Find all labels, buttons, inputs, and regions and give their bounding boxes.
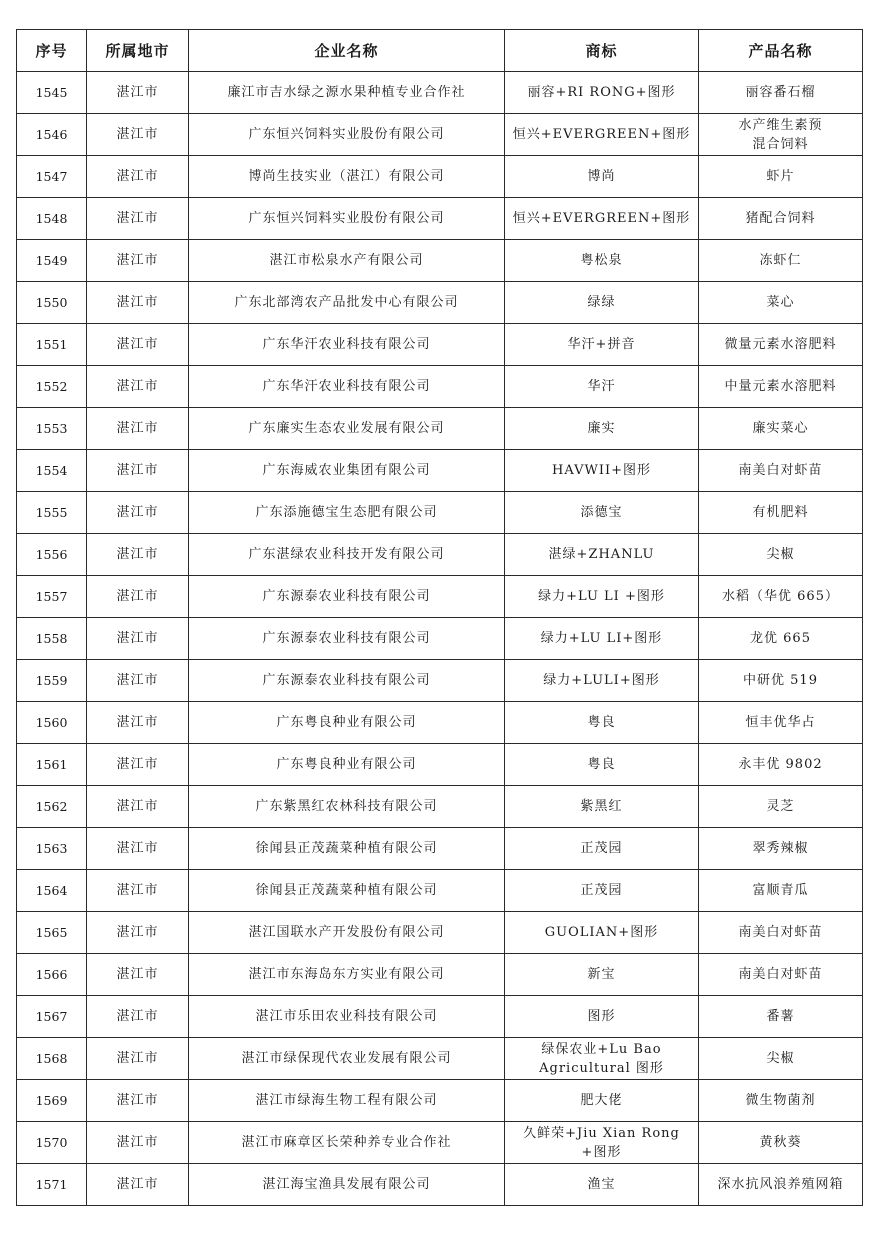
serial-number-cell: 1547: [17, 156, 87, 198]
enterprise-name-cell: 广东恒兴饲料实业股份有限公司: [189, 114, 505, 156]
serial-number-cell: 1560: [17, 702, 87, 744]
city-cell: 湛江市: [87, 912, 189, 954]
serial-number-cell: 1557: [17, 576, 87, 618]
enterprise-name-cell: 广东湛绿农业科技开发有限公司: [189, 534, 505, 576]
enterprise-name-cell: 湛江市松泉水产有限公司: [189, 240, 505, 282]
city-cell: 湛江市: [87, 702, 189, 744]
trademark-cell: 久鲜荣+Jiu Xian Rong +图形: [505, 1122, 699, 1164]
serial-number-cell: 1554: [17, 450, 87, 492]
product-name-cell: 菜心: [699, 282, 863, 324]
header-city: 所属地市: [87, 30, 189, 72]
trademark-cell: 恒兴+EVERGREEN+图形: [505, 114, 699, 156]
trademark-cell: 华汗: [505, 366, 699, 408]
serial-number-cell: 1567: [17, 996, 87, 1038]
enterprise-name-cell: 徐闻县正茂蔬菜种植有限公司: [189, 870, 505, 912]
table-row: [17, 1164, 863, 1206]
product-name-cell: 南美白对虾苗: [699, 450, 863, 492]
enterprise-trademark-table: [16, 29, 863, 1206]
trademark-cell: 紫黑红: [505, 786, 699, 828]
serial-number-cell: 1545: [17, 72, 87, 114]
city-cell: 湛江市: [87, 1038, 189, 1080]
enterprise-name-cell: 广东恒兴饲料实业股份有限公司: [189, 198, 505, 240]
trademark-cell: 正茂园: [505, 870, 699, 912]
enterprise-name-cell: 广东华汗农业科技有限公司: [189, 324, 505, 366]
enterprise-name-cell: 湛江市东海岛东方实业有限公司: [189, 954, 505, 996]
product-name-cell: 有机肥料: [699, 492, 863, 534]
city-cell: 湛江市: [87, 534, 189, 576]
table-row: [17, 450, 863, 492]
table-row: [17, 72, 863, 114]
serial-number-cell: 1563: [17, 828, 87, 870]
city-cell: 湛江市: [87, 282, 189, 324]
table-row: [17, 702, 863, 744]
product-name-cell: 南美白对虾苗: [699, 912, 863, 954]
product-name-cell: 富顺青瓜: [699, 870, 863, 912]
serial-number-cell: 1553: [17, 408, 87, 450]
city-cell: 湛江市: [87, 366, 189, 408]
trademark-cell: 正茂园: [505, 828, 699, 870]
city-cell: 湛江市: [87, 996, 189, 1038]
trademark-cell: 湛绿+ZHANLU: [505, 534, 699, 576]
enterprise-name-cell: 广东粤良种业有限公司: [189, 744, 505, 786]
enterprise-name-cell: 广东华汗农业科技有限公司: [189, 366, 505, 408]
serial-number-cell: 1565: [17, 912, 87, 954]
trademark-cell: 廉实: [505, 408, 699, 450]
city-cell: 湛江市: [87, 156, 189, 198]
enterprise-name-cell: 湛江国联水产开发股份有限公司: [189, 912, 505, 954]
product-name-cell: 丽容番石榴: [699, 72, 863, 114]
header-trademark: 商标: [505, 30, 699, 72]
trademark-cell: 渔宝: [505, 1164, 699, 1206]
city-cell: 湛江市: [87, 114, 189, 156]
city-cell: 湛江市: [87, 450, 189, 492]
table-row: [17, 534, 863, 576]
city-cell: 湛江市: [87, 576, 189, 618]
table-row: [17, 870, 863, 912]
table-row: [17, 576, 863, 618]
trademark-cell: 肥大佬: [505, 1080, 699, 1122]
trademark-cell: 粤松泉: [505, 240, 699, 282]
enterprise-name-cell: 广东源泰农业科技有限公司: [189, 660, 505, 702]
serial-number-cell: 1571: [17, 1164, 87, 1206]
table-row: [17, 282, 863, 324]
serial-number-cell: 1552: [17, 366, 87, 408]
serial-number-cell: 1548: [17, 198, 87, 240]
city-cell: 湛江市: [87, 72, 189, 114]
table-row: [17, 366, 863, 408]
table-row: [17, 786, 863, 828]
city-cell: 湛江市: [87, 786, 189, 828]
trademark-cell: 华汗+拼音: [505, 324, 699, 366]
table-row: [17, 912, 863, 954]
table-row: [17, 324, 863, 366]
table-row: [17, 240, 863, 282]
trademark-cell: HAVWII+图形: [505, 450, 699, 492]
enterprise-name-cell: 博尚生技实业（湛江）有限公司: [189, 156, 505, 198]
product-name-cell: 翠秀辣椒: [699, 828, 863, 870]
serial-number-cell: 1555: [17, 492, 87, 534]
enterprise-name-cell: 广东紫黑红农林科技有限公司: [189, 786, 505, 828]
serial-number-cell: 1546: [17, 114, 87, 156]
trademark-cell: 添德宝: [505, 492, 699, 534]
trademark-cell: GUOLIAN+图形: [505, 912, 699, 954]
table-row: [17, 198, 863, 240]
product-name-cell: 深水抗风浪养殖网箱: [699, 1164, 863, 1206]
serial-number-cell: 1549: [17, 240, 87, 282]
city-cell: 湛江市: [87, 870, 189, 912]
table-row: [17, 996, 863, 1038]
city-cell: 湛江市: [87, 660, 189, 702]
table-row: [17, 744, 863, 786]
product-name-cell: 水稻（华优 665）: [699, 576, 863, 618]
product-name-cell: 虾片: [699, 156, 863, 198]
trademark-cell: 粤良: [505, 702, 699, 744]
city-cell: 湛江市: [87, 198, 189, 240]
product-name-cell: 水产维生素预 混合饲料: [699, 114, 863, 156]
enterprise-name-cell: 广东廉实生态农业发展有限公司: [189, 408, 505, 450]
product-name-cell: 番薯: [699, 996, 863, 1038]
enterprise-name-cell: 徐闻县正茂蔬菜种植有限公司: [189, 828, 505, 870]
product-name-cell: 冻虾仁: [699, 240, 863, 282]
city-cell: 湛江市: [87, 954, 189, 996]
header-enterprise-name: 企业名称: [189, 30, 505, 72]
trademark-cell: 恒兴+EVERGREEN+图形: [505, 198, 699, 240]
product-name-cell: 微量元素水溶肥料: [699, 324, 863, 366]
serial-number-cell: 1566: [17, 954, 87, 996]
serial-number-cell: 1556: [17, 534, 87, 576]
header-product-name: 产品名称: [699, 30, 863, 72]
serial-number-cell: 1562: [17, 786, 87, 828]
table-row: [17, 408, 863, 450]
enterprise-name-cell: 湛江市绿海生物工程有限公司: [189, 1080, 505, 1122]
product-name-cell: 中研优 519: [699, 660, 863, 702]
trademark-cell: 新宝: [505, 954, 699, 996]
serial-number-cell: 1559: [17, 660, 87, 702]
table-row: [17, 492, 863, 534]
product-name-cell: 黄秋葵: [699, 1122, 863, 1164]
city-cell: 湛江市: [87, 618, 189, 660]
trademark-cell: 图形: [505, 996, 699, 1038]
serial-number-cell: 1568: [17, 1038, 87, 1080]
trademark-cell: 粤良: [505, 744, 699, 786]
table-row: [17, 1080, 863, 1122]
enterprise-name-cell: 廉江市吉水绿之源水果种植专业合作社: [189, 72, 505, 114]
serial-number-cell: 1551: [17, 324, 87, 366]
product-name-cell: 恒丰优华占: [699, 702, 863, 744]
city-cell: 湛江市: [87, 324, 189, 366]
enterprise-name-cell: 广东源泰农业科技有限公司: [189, 618, 505, 660]
trademark-cell: 绿保农业+Lu Bao Agricultural 图形: [505, 1038, 699, 1080]
table-row: [17, 954, 863, 996]
enterprise-name-cell: 广东源泰农业科技有限公司: [189, 576, 505, 618]
trademark-cell: 博尚: [505, 156, 699, 198]
document-page: [16, 29, 862, 1206]
table-row: [17, 618, 863, 660]
table-row: [17, 114, 863, 156]
enterprise-name-cell: 广东北部湾农产品批发中心有限公司: [189, 282, 505, 324]
enterprise-name-cell: 广东添施德宝生态肥有限公司: [189, 492, 505, 534]
trademark-cell: 绿力+LU LI +图形: [505, 576, 699, 618]
header-serial-number: 序号: [17, 30, 87, 72]
product-name-cell: 微生物菌剂: [699, 1080, 863, 1122]
trademark-cell: 丽容+RI RONG+图形: [505, 72, 699, 114]
serial-number-cell: 1569: [17, 1080, 87, 1122]
table-row: [17, 156, 863, 198]
table-header-row: [17, 30, 863, 72]
city-cell: 湛江市: [87, 492, 189, 534]
table-row: [17, 1122, 863, 1164]
table-row: [17, 828, 863, 870]
enterprise-name-cell: 广东海威农业集团有限公司: [189, 450, 505, 492]
enterprise-name-cell: 湛江市乐田农业科技有限公司: [189, 996, 505, 1038]
table-body: [17, 72, 863, 1206]
trademark-cell: 绿绿: [505, 282, 699, 324]
serial-number-cell: 1570: [17, 1122, 87, 1164]
serial-number-cell: 1564: [17, 870, 87, 912]
serial-number-cell: 1561: [17, 744, 87, 786]
product-name-cell: 廉实菜心: [699, 408, 863, 450]
trademark-cell: 绿力+LU LI+图形: [505, 618, 699, 660]
trademark-cell: 绿力+LULI+图形: [505, 660, 699, 702]
city-cell: 湛江市: [87, 408, 189, 450]
table-row: [17, 660, 863, 702]
table-row: [17, 1038, 863, 1080]
enterprise-name-cell: 湛江海宝渔具发展有限公司: [189, 1164, 505, 1206]
serial-number-cell: 1558: [17, 618, 87, 660]
product-name-cell: 龙优 665: [699, 618, 863, 660]
city-cell: 湛江市: [87, 1080, 189, 1122]
enterprise-name-cell: 湛江市绿保现代农业发展有限公司: [189, 1038, 505, 1080]
enterprise-name-cell: 湛江市麻章区长荣种养专业合作社: [189, 1122, 505, 1164]
serial-number-cell: 1550: [17, 282, 87, 324]
product-name-cell: 尖椒: [699, 534, 863, 576]
product-name-cell: 南美白对虾苗: [699, 954, 863, 996]
enterprise-name-cell: 广东粤良种业有限公司: [189, 702, 505, 744]
product-name-cell: 猪配合饲料: [699, 198, 863, 240]
city-cell: 湛江市: [87, 1122, 189, 1164]
product-name-cell: 永丰优 9802: [699, 744, 863, 786]
city-cell: 湛江市: [87, 744, 189, 786]
city-cell: 湛江市: [87, 828, 189, 870]
product-name-cell: 灵芝: [699, 786, 863, 828]
product-name-cell: 中量元素水溶肥料: [699, 366, 863, 408]
city-cell: 湛江市: [87, 1164, 189, 1206]
city-cell: 湛江市: [87, 240, 189, 282]
product-name-cell: 尖椒: [699, 1038, 863, 1080]
